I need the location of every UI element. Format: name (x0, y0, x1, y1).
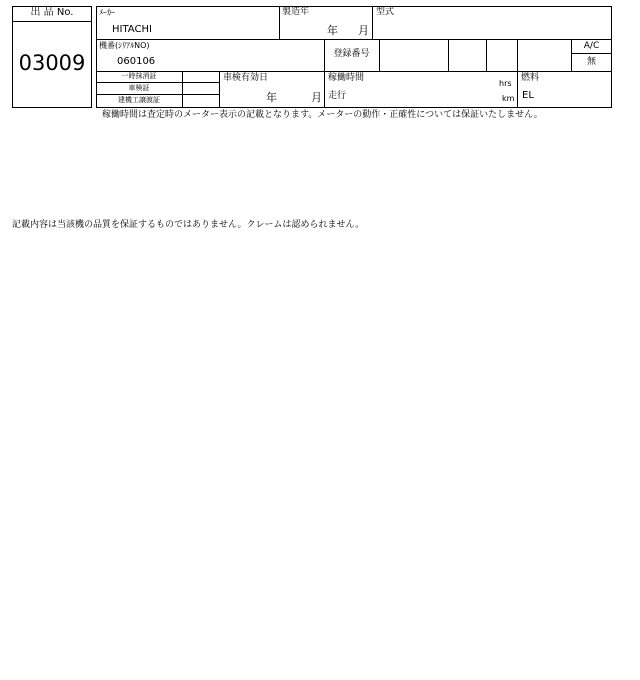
manufacture-month-unit: 月 (358, 24, 369, 37)
inspection-label: 車検有効日 (223, 73, 269, 83)
registration-cell-divider-2 (486, 39, 487, 71)
manufacture-year-label: 製造年 (282, 7, 310, 17)
serial-value: 060106 (117, 56, 156, 67)
listing-number: 03009 (18, 51, 86, 75)
ac-divider (571, 53, 612, 54)
mileage-unit: km (502, 94, 515, 103)
maker-year-divider (279, 6, 280, 39)
model-label: 型式 (376, 7, 395, 17)
cert-divider-2 (96, 94, 219, 95)
quality-disclaimer: 記載内容は当該機の品質を保証するものではありません。クレームは認められません。 (12, 220, 365, 230)
cert-transfer: 建機工譲渡証 (118, 96, 160, 104)
ac-value: 無 (586, 57, 596, 67)
mileage-label: 走行 (328, 91, 347, 101)
cert-divider-1 (96, 82, 219, 83)
registration-label-divider (379, 39, 380, 71)
hours-unit: hrs (499, 79, 512, 88)
hours-label: 稼働時間 (328, 73, 365, 83)
registration-cell-divider-3 (517, 39, 518, 108)
inspection-month-unit: 月 (311, 91, 322, 104)
registration-cell-divider-1 (448, 39, 449, 71)
cert-temporary-deregistration: 一時抹消証 (121, 72, 157, 80)
inspection-year-unit: 年 (266, 91, 277, 104)
registration-label: 登録番号 (333, 49, 370, 59)
listing-header-divider (12, 21, 92, 22)
fuel-value: EL (522, 90, 534, 101)
cert-inspection-divider (219, 71, 220, 108)
maker-label: ﾒｰｶｰ (99, 8, 115, 17)
meter-disclaimer: 稼働時間は査定時のメーター表示の記載となります。メーターの動作・正確性については保証いたしません。 (102, 110, 543, 120)
maker-value: HITACHI (112, 24, 152, 35)
manufacture-year-unit: 年 (327, 24, 338, 37)
fuel-label: 燃料 (521, 73, 540, 83)
ac-label: A/C (583, 41, 600, 51)
listing-header-label: 出 品 No. (30, 7, 74, 18)
row1-divider (96, 39, 612, 40)
cert-check-divider (182, 71, 183, 108)
serial-label: 機番(ｼﾘｱﾙNO) (99, 41, 150, 50)
registration-bottom-divider (324, 71, 612, 72)
cert-vehicle-inspection: 車検証 (128, 84, 150, 92)
year-model-divider (372, 6, 373, 39)
